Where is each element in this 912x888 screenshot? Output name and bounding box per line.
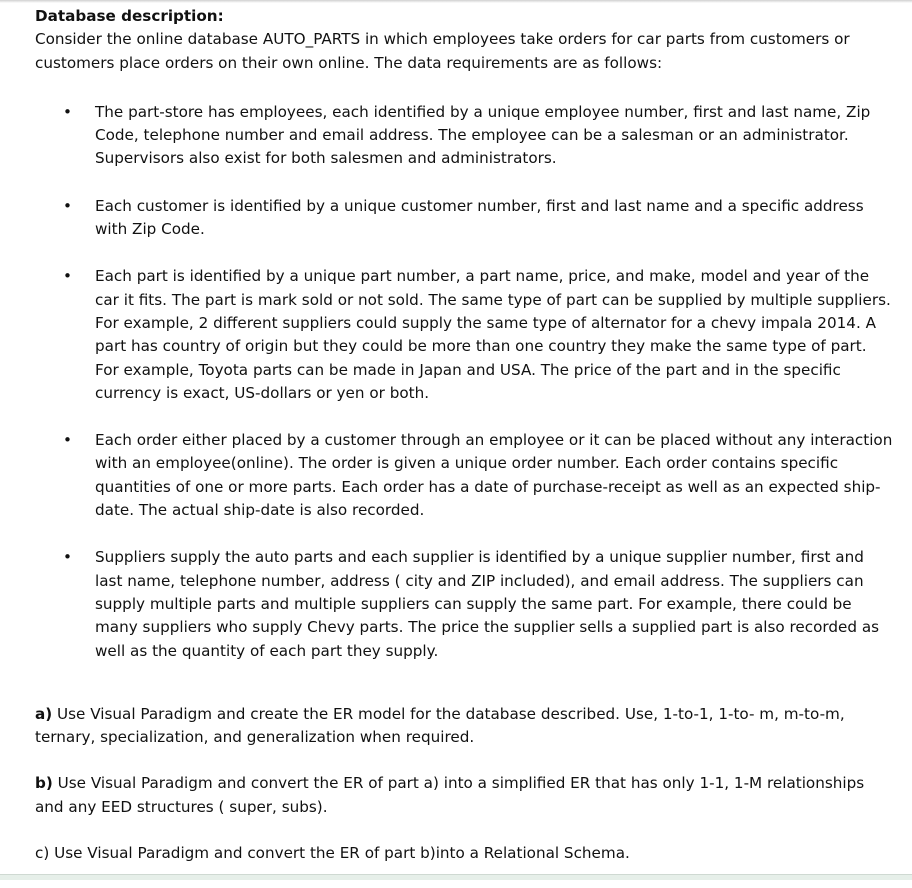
requirement-text: Each customer is identified by a unique customer number, first and last name and a specific address with Zip Code.	[95, 196, 864, 239]
requirement-employees	[35, 101, 895, 171]
requirement-text: Each part is identified by a unique part number, a part name, price, and make, model and year of the car it fits. The part is mark sold or not sold. The same type of part can be supplied by multiple suppliers. For example, 2 different suppliers could supply the same type of alternator for a chevy impala 2014. A part has country of origin but they could be more than one country they make the same type of part. For example, Toyota parts can be made in Japan and USA. The price of the part and in the specific currency is exact, US-dollars or yen or both.	[95, 267, 891, 402]
bullet-icon: •	[63, 267, 72, 286]
requirements-list	[35, 101, 895, 663]
task-key: b)	[35, 774, 53, 793]
section-heading: Database description:	[35, 7, 224, 25]
requirement-text: The part-store has employees, each identified by a unique employee number, first and last name, Zip Code, telephone number and email address. The employee can be a salesman or an administrator. Supervisors also exist for both salesmen and administrators.	[95, 102, 871, 168]
task-a	[35, 703, 895, 750]
task-c	[35, 842, 895, 865]
requirement-suppliers	[35, 546, 895, 662]
task-text: Use Visual Paradigm and create the ER model for the database described. Use, 1-to-1, 1-to- m, m-to-m, ternary, specialization, and generalization when required.	[35, 704, 845, 747]
task-key: c)	[35, 844, 50, 863]
bullet-icon: •	[63, 102, 72, 121]
requirement-text: Suppliers supply the auto parts and each supplier is identified by a unique supplier number, first and last name, telephone number, address ( city and ZIP included), and email address. The suppliers can supply multiple parts and multiple suppliers can supply the same part. For example, there could be many suppliers who supply Chevy parts. The price the supplier sells a supplied part is also recorded as well as the quantity of each part they supply.	[95, 548, 880, 660]
bullet-icon: •	[63, 548, 72, 567]
bottom-edge-bar	[0, 874, 912, 880]
bullet-icon: •	[63, 431, 72, 450]
task-b	[35, 772, 895, 819]
task-list	[35, 703, 895, 865]
task-key: a)	[35, 704, 53, 723]
top-edge-clip	[0, 0, 912, 3]
task-text: Use Visual Paradigm and convert the ER of part a) into a simplified ER that has only 1-1, 1-M relationships and any EED structures ( super, subs).	[35, 774, 865, 816]
requirement-parts	[35, 265, 895, 405]
task-text: Use Visual Paradigm and convert the ER of part b)into a Relational Schema.	[49, 844, 630, 863]
requirement-customers	[35, 195, 895, 242]
requirement-orders	[35, 429, 895, 522]
document-body	[35, 5, 895, 888]
intro-paragraph: Consider the online database AUTO_PARTS in which employees take orders for car parts from customers or customers place orders on their own online. The data requirements are as follows:	[35, 30, 850, 72]
bullet-icon: •	[63, 196, 72, 215]
requirement-text: Each order either placed by a customer through an employee or it can be placed without any interaction with an employee(online). The order is given a unique order number. Each order contains specific quantities of one or more parts. Each order has a date of purchase-receipt as well as an expected ship-date. The actual ship-date is also recorded.	[95, 431, 893, 520]
